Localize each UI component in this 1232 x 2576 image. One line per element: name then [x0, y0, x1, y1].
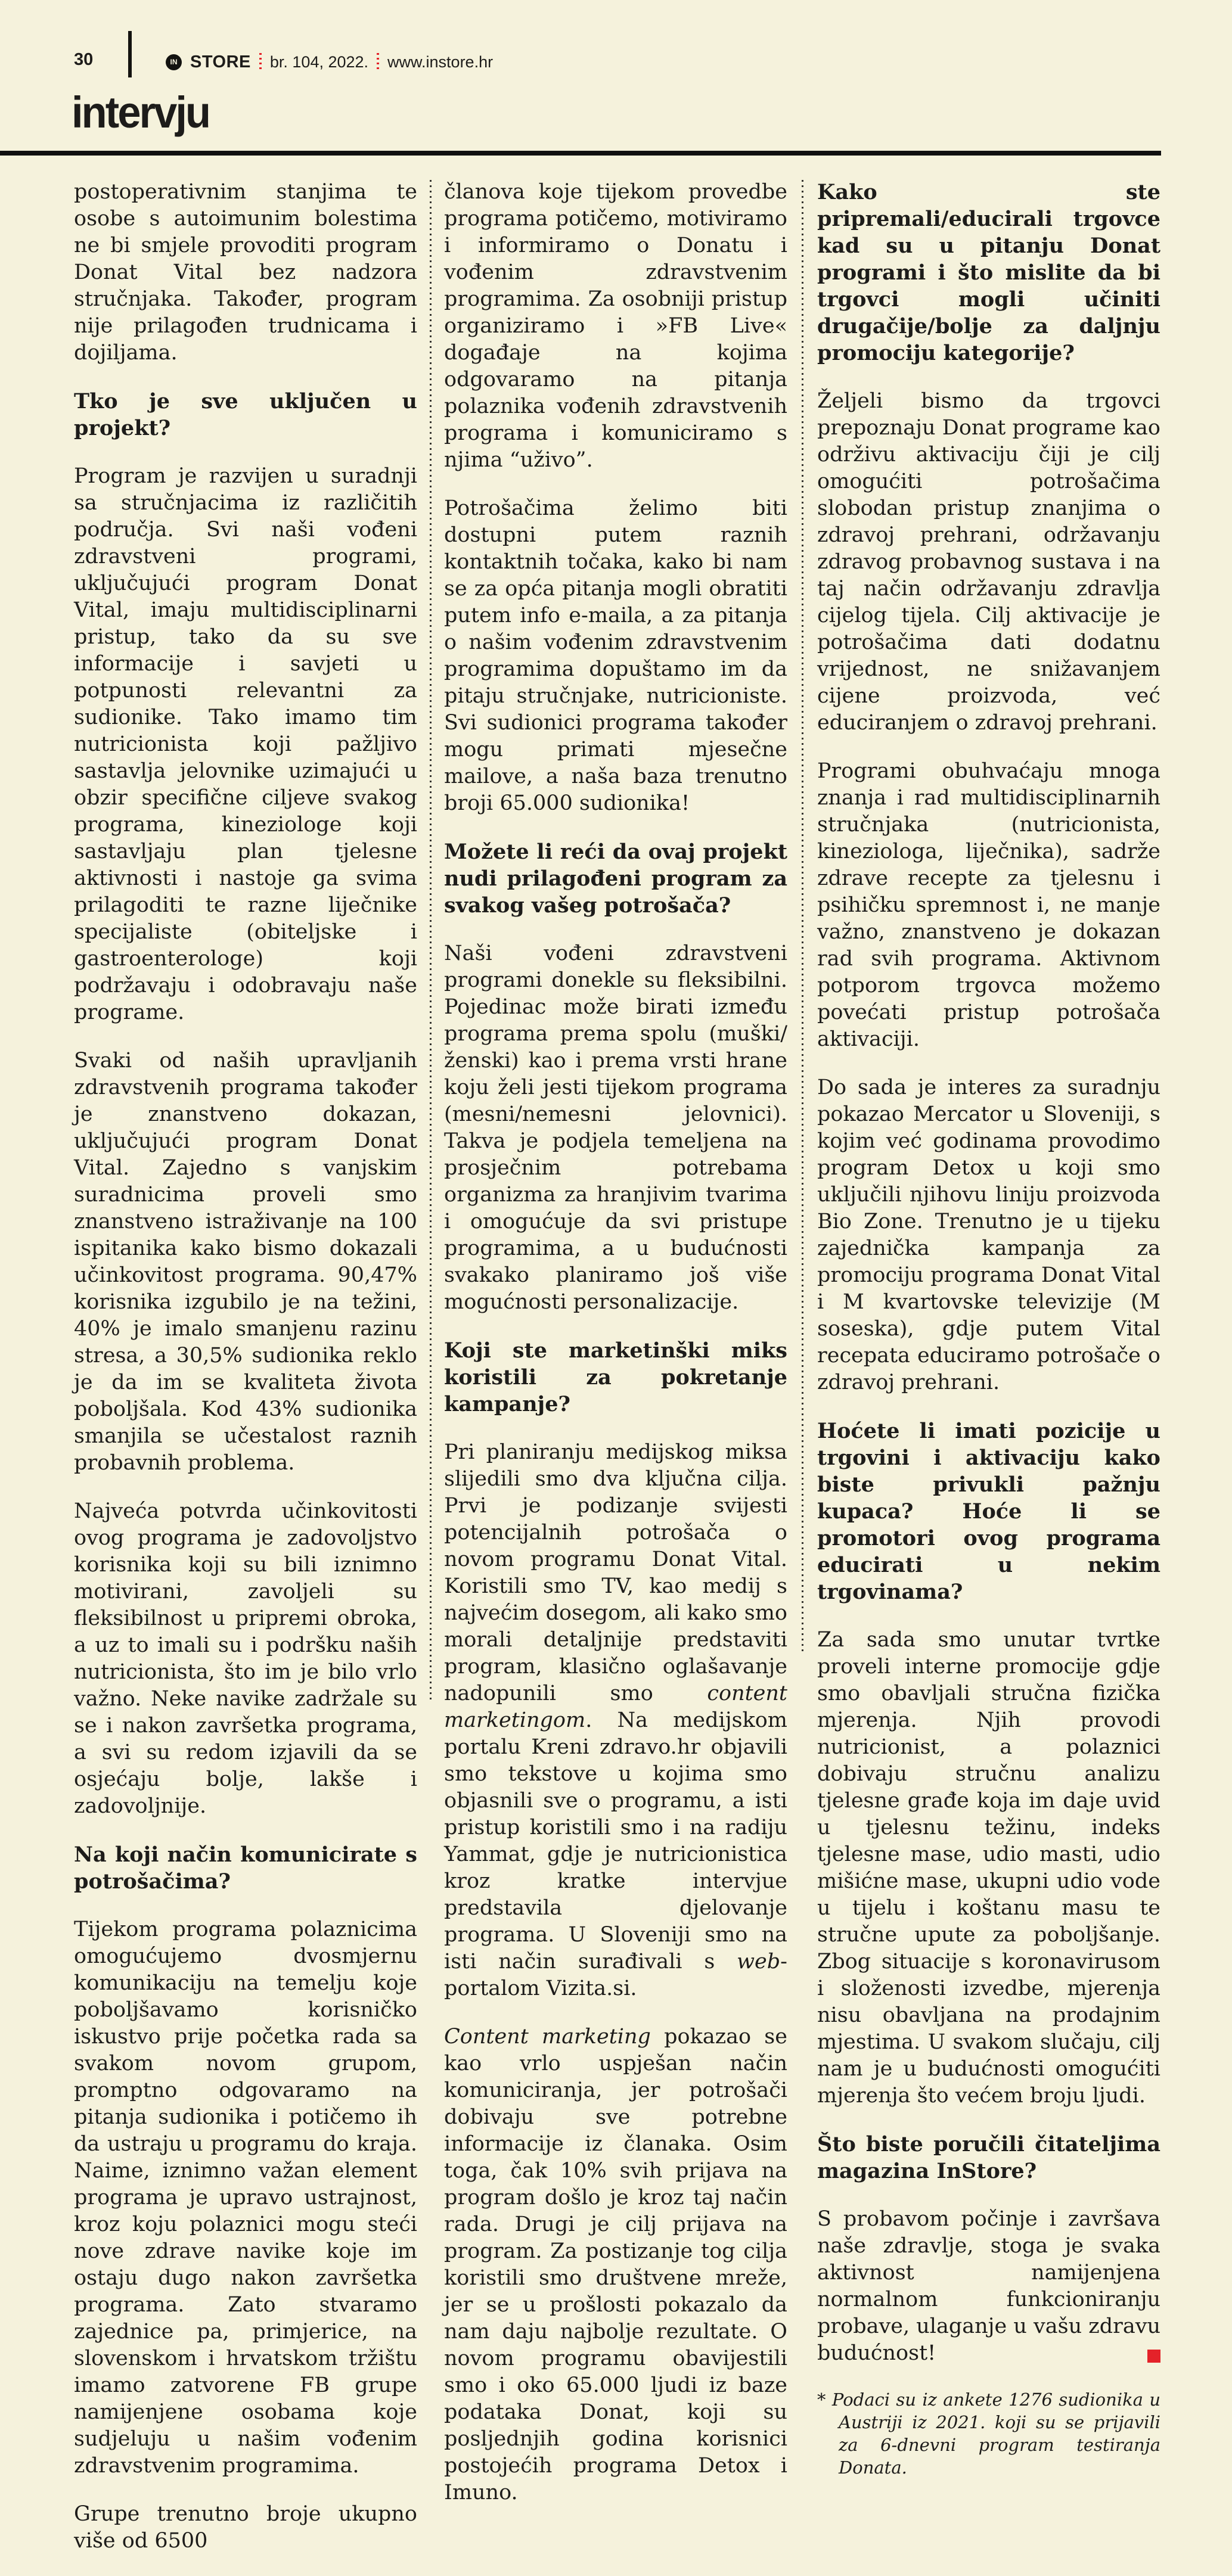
article-paragraph: Program je razvijen u suradnji sa stručnjacima iz različitih područja. Svi naši vođeni zdravstveni programi, uključujući program Donat Vital, imaju multidisciplinarni pristup, tako da su sve informacije i savjeti u potpunosti relevantni za sudionike. Tako imamo tim nutricionista koji pažljivo sastavlja jelovnike uzimajući u obzir specifične ciljeve svakog programa, kineziologe koji sastavljaju plan tjelesne aktivnosti i nastoje ga svima prilagoditi te razne liječnike specijaliste (obiteljske i gastroenterologe) koji podržavaju i odobravaju naše programe. — [74, 464, 417, 1024]
article-paragraph: Svaki od naših upravljanih zdravstvenih programa također je znanstveno dokazan, uključujući program Donat Vital. Zajedno s vanjskim suradnicima proveli smo znanstveno istraživanje na 100 ispitanika kako bismo dokazali učinkovitost programa. 90,47% korisnika izgubilo je na težini, 40% je imalo smanjenu razinu stresa, a 30,5% sudionika reklo je da im se kvaliteta života poboljšala. Kod 43% sudionika smanjila se učestalost raznih probavnih problema. — [74, 1049, 417, 1475]
paragraph-segment: pokazao se kao vrlo uspješan način komuniciranja, jer potrošači dobivaju sve potrebne informacije iz članaka. Osim toga, čak 10% svih prijava na program došlo je kroz taj način rada. Drugi je cilj prijava na program. Za postizanje tog cilja koristili smo društvene mreže, jer se u prošlosti pokazalo da nam daju najbolje rezultate. O novom programu obavijestili smo i oko 65.000 ljudi iz baze podataka Donat, koji su posljednjih godina korisnici postojećih programa Detox i Imuno. — [444, 2025, 787, 2504]
section-title: intervju — [72, 88, 210, 137]
article-paragraph: Najveća potvrda učinkovitosti ovog programa je zadovoljstvo korisnika koji su bili iznimno motivirani, zavoljeli su fleksibilnost u pripremi obroka, a uz to imali su i podršku naših nutricionista, što im je bilo vrlo važno. Neke navike zadržale su se i nakon završetka programa, a svi su redom izjavili da se osjećaju bolje, lakše i zadovoljnije. — [74, 1499, 417, 1818]
article-paragraph: Tijekom programa polaznicima omogućujemo dvosmjernu komunikaciju na temelju koje poboljšavamo korisničko iskustvo prije početka rada sa svakom novom grupom, promptno odgovaramo na pitanja sudionika i potičemo ih da ustraju u programu do kraja. Naime, iznimno važan element programa je upravo ustrajnost, kroz koju polaznici mogu steći nove zdrave navike koje im ostaju dugo nakon završetka programa. Zato stvaramo zajednice pa, primjerice, na slovenskom i hrvatskom tržištu imamo zatvorene FB grupe namijenjene osobama koje sudjeluju u našim vođenim zdravstvenim programima. — [74, 1918, 417, 2478]
end-of-article-mark — [1147, 2350, 1160, 2363]
italic-term: web — [737, 1950, 781, 1974]
instore-logo-icon: IN — [166, 54, 182, 70]
question-heading: Na koji način komunicirate s potrošačima? — [74, 1842, 417, 1894]
question-heading: Možete li reći da ovaj projekt nudi prilagođeni program za svakog vašeg potrošača? — [444, 840, 787, 918]
question-heading: Tko je sve uključen u projekt? — [74, 389, 417, 440]
paragraph-segment: Pri planiranju medijskog miksa slijedili smo dva ključna cilja. Prvi je podizanje svijesti potencijalnih potrošača o novom programu Donat Vital. Koristili smo TV, kao medij s najvećim dosegom, ali kako smo morali detaljnije predstaviti program, klasično oglašavanje nadopunili smo — [444, 1440, 787, 1705]
article-paragraph: Naši vođeni zdravstveni programi donekle su fleksibilni. Pojedinac može birati između programa prema spolu (muški/ženski) kao i prema vrsti hrane koju želi jesti tijekom programa (mesni/nemesni jelovnici). Takva je podjela temeljena na prosječnim potrebama organizma za hranjivim tvarima i omogućuje da svi pristupe programima, a u budućnosti svakako planiramo još više mogućnosti personalizacije. — [444, 941, 787, 1314]
article-paragraph: Potrošačima želimo biti dostupni putem raznih kontaktnih točaka, kako bi nam se za opća pitanja mogli obratiti putem info e-maila, a za pitanja o našim vođenim zdravstvenim programima dopuštamo im da pitaju stručnjake, nutricioniste. Svi sudionici programa također mogu primati mjesečne mailove, a naša baza trenutno broji 65.000 sudionika! — [444, 496, 787, 815]
italic-term: Content marketing — [444, 2025, 651, 2049]
article-column-3 — [817, 179, 1160, 2479]
article-paragraph: Za sada smo unutar tvrtke proveli interne promocije gdje smo obavljali stručna fizička mjerenja. Njih provodi nutricionist, a polaznici dobivaju stručnu analizu tjelesne građe koja im daje uvid u tjelesnu težinu, indeks tjelesne mase, udio masti, udio mišićne mase, ukupni udio vode u tijelu i koštanu masu te stručne upute za poboljšanje. Zbog situacije s koronavirusom i složenosti izvedbe, mjerenja nisu obavljana na prodajnim mjestima. U svakom slučaju, cilj nam je u budućnosti omogućiti mjerenja što većem broju ljudi. — [817, 1628, 1160, 2108]
article-paragraph: Grupe trenutno broje ukupno više od 6500 — [74, 2502, 417, 2553]
article-paragraph — [444, 1439, 787, 2002]
header-divider-bar — [128, 31, 132, 77]
article-paragraph: Do sada je interes za suradnju pokazao Mercator u Sloveniji, s kojim već godinama provodimo program Detox u koji smo uključili njihovu liniju proizvoda Bio Zone. Trenutno je u tijeku zajednička kampanja za promociju programa Donat Vital i M kvartovske televizije (M soseska), gdje putem Vital recepata educiramo potrošače o zdravoj prehrani. — [817, 1076, 1160, 1394]
footnote: * Podaci su iz ankete 1276 sudionika u Austriji iz 2021. koji su se prijavili za 6-dnevni program testiranja Donata. — [817, 2389, 1160, 2478]
paragraph-segment: S probavom počinje i završava naše zdravlje, stoga je svaka aktivnost namijenjena normalnom funkcioniranju probave, ulaganje u vašu zdravu budućnost! — [817, 2207, 1161, 2365]
question-heading: Što biste poručili čitateljima magazina InStore? — [817, 2132, 1160, 2183]
paragraph-segment: . Na medijskom portalu Kreni zdravo.hr objavili smo tekstove u kojima smo objasnili sve o programu, a isti pristup koristili smo i na radiju Yammat, gdje je nutricionistica kroz kratke intervjue predstavila djelovanje programa. U Sloveniji smo na isti način surađivali s — [444, 1708, 787, 1974]
page-number: 30 — [74, 50, 94, 69]
article-paragraph — [817, 2206, 1160, 2367]
masthead — [166, 50, 493, 74]
brand-name: STORE — [190, 52, 251, 72]
article-column-2 — [444, 179, 787, 2528]
issue-number: br. 104, 2022. — [269, 52, 369, 71]
column-divider — [802, 180, 803, 1652]
article-paragraph: Programi obuhvaćaju mnoga znanja i rad multidisciplinarnih stručnjaka (nutricionista, kineziologa, liječnika), sadrže zdrave recepte za tjelesnu i psihičku spremnost i, ne manje važno, znanstveno je dokazan rad svih programa. Aktivnom potporom trgovca možemo povećati pristup potrošača aktivaciji. — [817, 759, 1160, 1051]
red-dotted-divider — [377, 53, 379, 71]
question-heading: Kako ste pripremali/educirali trgovce kad su u pitanju Donat programi i što mislite da bi trgovci mogli učiniti drugačije/bolje za daljnju promociju kategorije? — [817, 180, 1160, 365]
article-paragraph: Željeli bismo da trgovci prepoznaju Donat programe kao održivu aktivaciju čiji je cilj omogućiti potrošačima slobodan pristup znanjima o zdravoj prehrani, održavanju zdravog probavnog sustava i na taj način održavanju zdravlja cijelog tijela. Cilj aktivacije je potrošačima dati dodatnu vrijednost, ne snižavanjem cijene proizvoda, već educiranjem o zdravoj prehrani. — [817, 389, 1160, 735]
question-heading: Hoćete li imati pozicije u trgovini i aktivaciju kako biste privukli pažnju kupaca? Hoće li se promotori ovog programa educirati u nekim trgovinama? — [817, 1419, 1160, 1604]
article-paragraph — [444, 2024, 787, 2506]
header-rule — [0, 151, 1161, 156]
italic-term: content marketingom — [444, 1682, 787, 1732]
article-paragraph: postoperativnim stanjima te osobe s autoimunim bolestima ne bi smjele provoditi program Donat Vital bez nadzora stručnjaka. Također, program nije prilagođen trudnicama i dojiljama. — [74, 180, 417, 365]
paragraph-segment: -portalom Vizita.si. — [444, 1950, 787, 2000]
column-divider — [430, 180, 432, 1703]
red-dotted-divider — [259, 53, 262, 71]
question-heading: Koji ste marketinški miks koristili za pokretanje kampanje? — [444, 1338, 787, 1416]
article-paragraph: članova koje tijekom provedbe programa potičemo, motiviramo i informiramo o Donatu i vođenim zdravstvenim programima. Za osobniji pristup organiziramo i »FB Live« događaje na kojima odgovaramo na pitanja polaznika vođenih zdravstvenih programa i komuniciramo s njima “uživo”. — [444, 180, 787, 472]
article-column-1 — [74, 179, 417, 2576]
website-url: www.instore.hr — [387, 52, 494, 71]
